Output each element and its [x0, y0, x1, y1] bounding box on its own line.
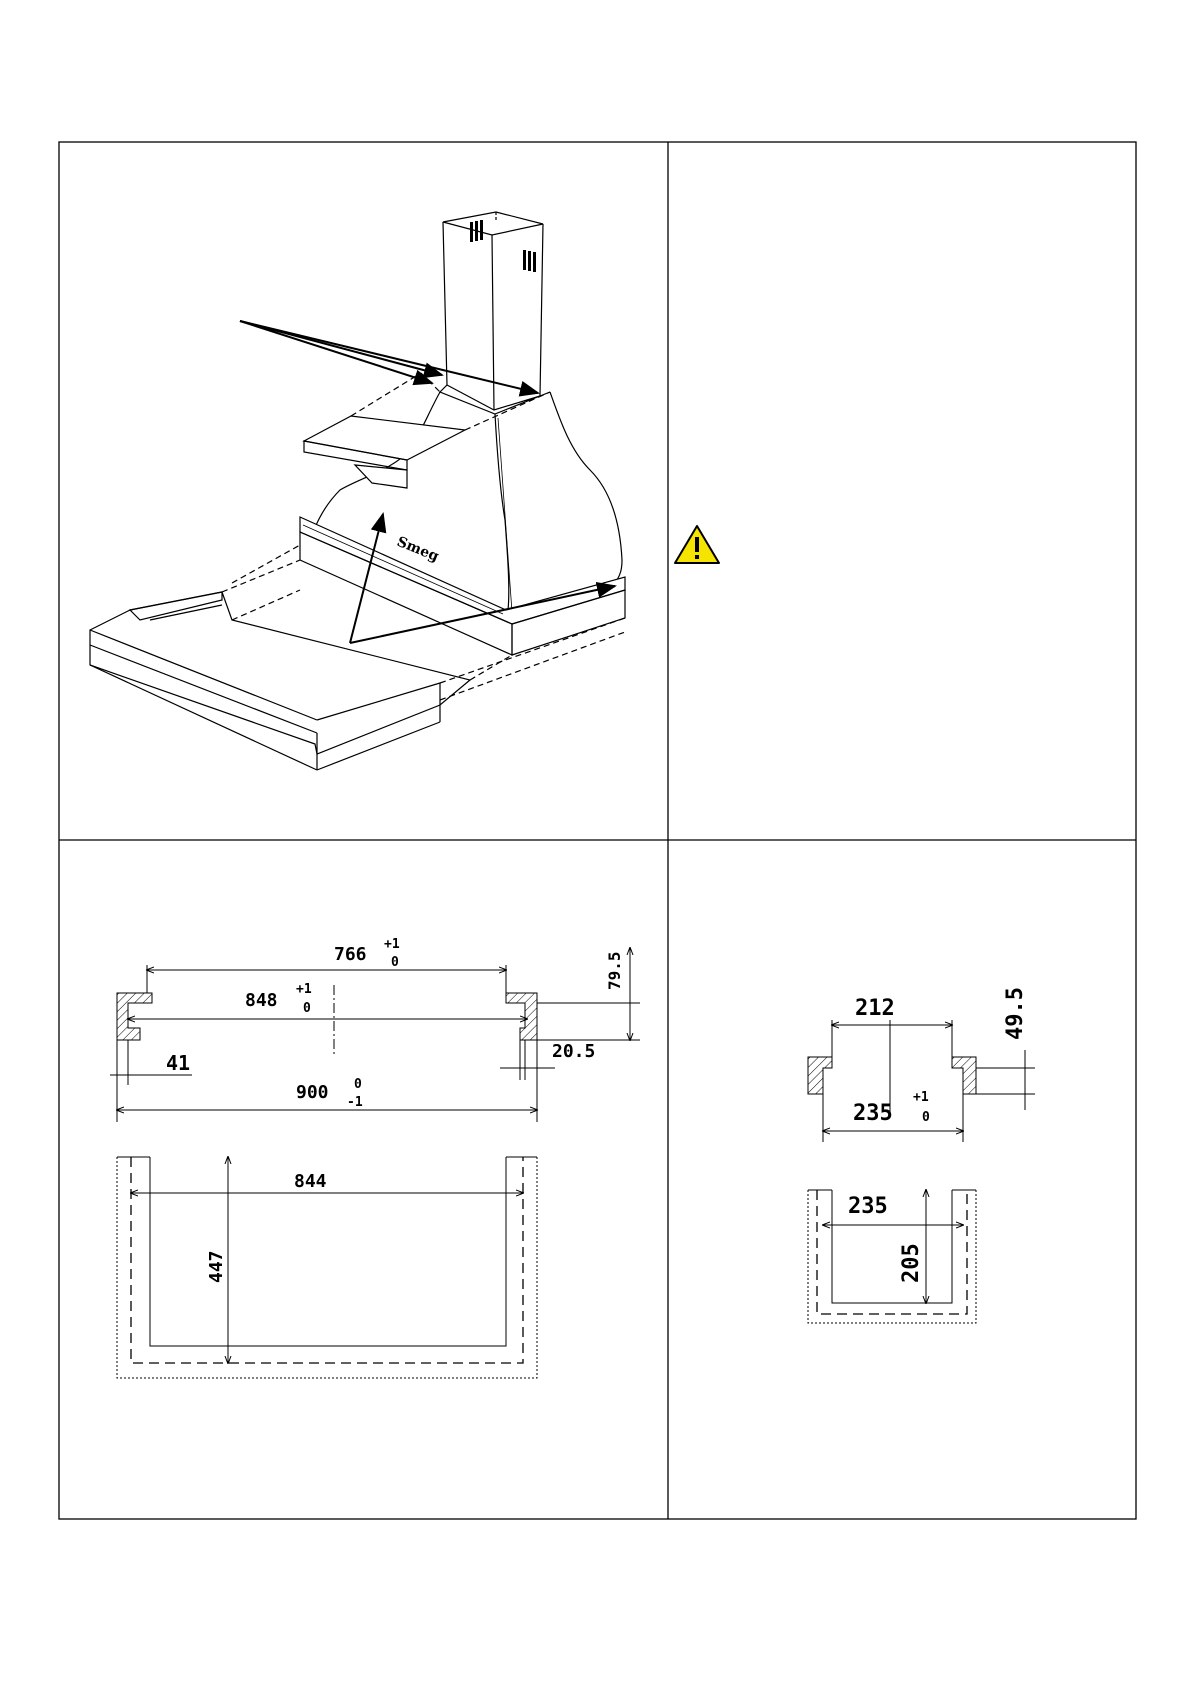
- dim-49-5: 49.5: [1003, 987, 1028, 1040]
- frame: [59, 142, 1136, 1519]
- chimney: [443, 212, 543, 410]
- dim-900-tol-lower: -1: [347, 1095, 363, 1110]
- dim-900-tol-upper: 0: [354, 1077, 362, 1092]
- dim-235-tol-upper: +1: [913, 1090, 929, 1105]
- small-left-profile-hatch: [808, 1057, 832, 1094]
- upper-shelf-plate: [304, 373, 550, 488]
- small-cutout-plan-view: [808, 1190, 976, 1323]
- warning-triangle-icon: [675, 526, 719, 563]
- dim-766: 766: [334, 944, 367, 965]
- callout-arrows-bottom: [350, 514, 615, 643]
- cutout-plan-view: [117, 1157, 537, 1378]
- hood-isometric-illustration: [90, 212, 625, 770]
- vent-grille-right: [523, 250, 536, 272]
- brand-logo: Smeg: [394, 533, 441, 566]
- dim-212: 212: [855, 996, 895, 1021]
- vent-grille-left: [470, 220, 483, 242]
- dim-79-5: 79.5: [605, 951, 624, 990]
- dim-235-bottom: 235: [848, 1194, 888, 1219]
- right-profile-hatch: [506, 993, 537, 1040]
- dim-848-tol-lower: 0: [303, 1001, 311, 1016]
- dim-235-tol-lower: 0: [922, 1110, 930, 1125]
- lower-frame-plate: [90, 545, 625, 770]
- dim-900: 900: [296, 1082, 329, 1103]
- dim-41: 41: [166, 1051, 191, 1075]
- dim-20-5: 20.5: [552, 1041, 596, 1062]
- cutout-section-drawing: [110, 948, 640, 1378]
- dim-844: 844: [294, 1171, 327, 1192]
- dim-848: 848: [245, 990, 278, 1011]
- left-profile-hatch: [117, 993, 152, 1040]
- dim-766-tol-lower: 0: [391, 955, 399, 970]
- small-right-profile-hatch: [952, 1057, 976, 1094]
- dim-848-tol-upper: +1: [296, 982, 312, 997]
- dim-205: 205: [899, 1243, 924, 1283]
- dim-447: 447: [206, 1250, 227, 1283]
- dim-235-top: 235: [853, 1101, 893, 1126]
- dim-766-tol-upper: +1: [384, 937, 400, 952]
